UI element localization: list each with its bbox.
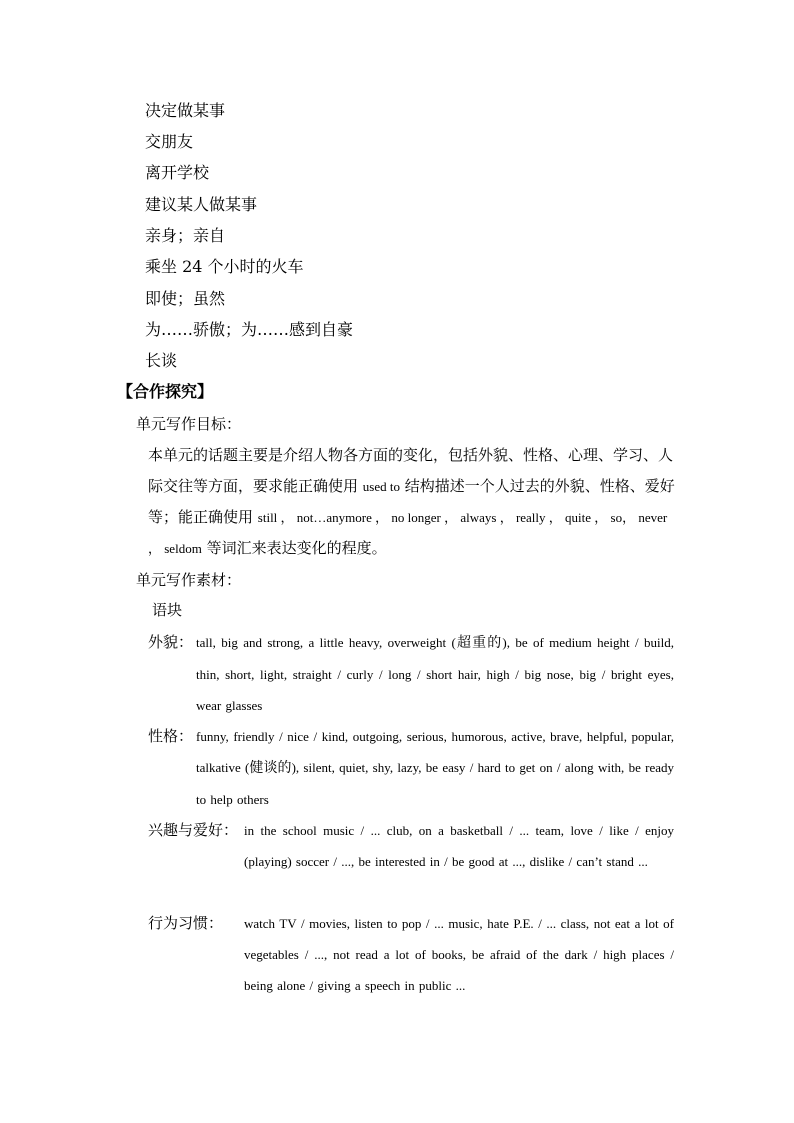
category-label-personality: 性格：: [148, 727, 194, 745]
section-heading: 【合作探究】: [117, 382, 214, 401]
phrase-item: 长谈: [145, 351, 178, 370]
phrase-item: 建议某人做某事: [145, 195, 258, 214]
category-text: funny, friendly / nice / kind, outgoing, serious, humorous, active, brave, helpful, popular, talkative (: [196, 729, 674, 775]
category-body-hobbies: in the school music / ... club, on a basketball / ... team, love / like / enjoy (playing) soccer / ..., be interested in / be good at ..., dislike / can’t stand ...: [244, 823, 674, 869]
category-label-appearance: 外貌：: [148, 633, 194, 651]
goal-text: 等词汇来表达变化的程度。: [201, 539, 387, 557]
goal-terms: still ， not…anymore ， no longer ， always ， really ， quite ， so， never ， seldom: [148, 510, 668, 556]
writing-material-label: 单元写作素材：: [136, 571, 242, 589]
phrase-item: 即使；虽然: [145, 289, 226, 308]
writing-goal-paragraph: [148, 440, 678, 564]
category-label-habits: 行为习惯：: [148, 914, 224, 932]
chunk-label: 语块: [152, 601, 183, 619]
category-gloss: 超重的: [455, 635, 503, 651]
phrase-item: 为……骄傲；为……感到自豪: [145, 320, 354, 339]
category-text: ), be of medium height / build, thin, short, light, straight / curly / long / short hair, high / big nose, big / bright eyes, wear glasses: [196, 635, 674, 713]
goal-text: 本单元的话题主要是介绍人物各方面的变化，包括外貌、性格、心理、学习、人际交往等方面，要求能正确使用: [148, 446, 674, 495]
category-label-hobbies: 兴趣与爱好：: [148, 821, 239, 839]
phrase-item: 交朋友: [145, 132, 194, 151]
category-gloss: 健谈的: [249, 760, 292, 776]
writing-goal-label: 单元写作目标：: [136, 415, 242, 433]
phrase-item: 乘坐 24 个小时的火车: [145, 257, 304, 276]
category-text: tall, big and strong, a little heavy, overweight (: [196, 635, 456, 650]
category-body-habits: watch TV / movies, listen to pop / ... music, hate P.E. / ... class, not eat a lot of vegetables / ..., not read a lot of books, be afraid of the dark / high places / being alone / giving a speech in public ...: [244, 916, 674, 993]
phrase-item: 亲身；亲自: [145, 226, 226, 245]
category-body-personality: [196, 721, 674, 815]
phrase-item: 决定做某事: [145, 101, 226, 120]
category-body-appearance: [196, 627, 674, 721]
phrase-item: 离开学校: [145, 163, 210, 182]
category-text: ), silent, quiet, shy, lazy, be easy / hard to get on / along with, be ready to help others: [196, 760, 675, 807]
goal-text: 结构描述一个人过去的外貌、性格、爱好等；能正确使用: [148, 477, 675, 526]
goal-term: used to: [362, 479, 400, 494]
